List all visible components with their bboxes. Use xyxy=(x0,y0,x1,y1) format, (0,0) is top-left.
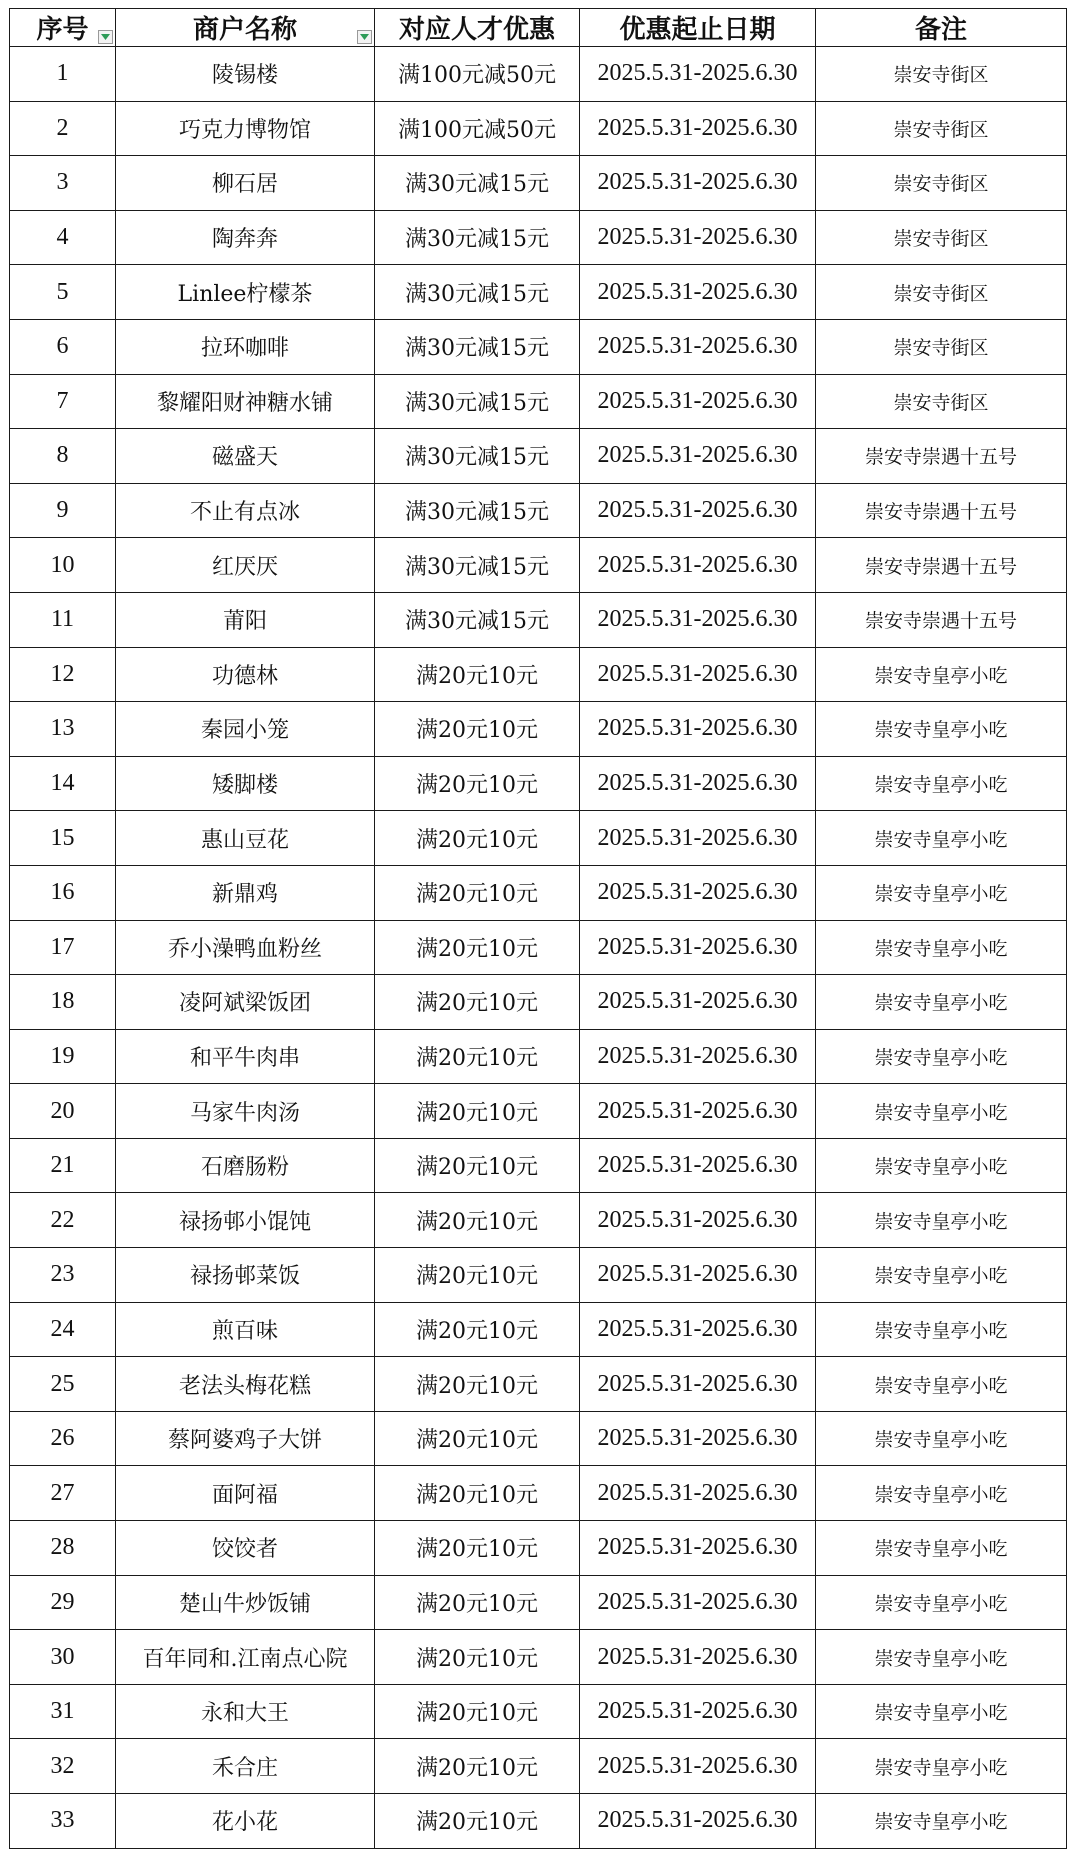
cell-period: 2025.5.31-2025.6.30 xyxy=(580,702,816,757)
cell-period: 2025.5.31-2025.6.30 xyxy=(580,1138,816,1193)
cell-no: 32 xyxy=(10,1739,116,1794)
cell-discount: 满30元减15元 xyxy=(375,429,580,484)
cell-no: 20 xyxy=(10,1084,116,1139)
table-row xyxy=(10,1794,1067,1849)
cell-merchant-name: 蔡阿婆鸡子大饼 xyxy=(116,1411,375,1466)
cell-no: 24 xyxy=(10,1302,116,1357)
table-row xyxy=(10,1138,1067,1193)
header-note-cell xyxy=(816,9,1067,47)
table-row xyxy=(10,1084,1067,1139)
cell-period: 2025.5.31-2025.6.30 xyxy=(580,1302,816,1357)
cell-no: 10 xyxy=(10,538,116,593)
cell-note: 崇安寺街区 xyxy=(816,47,1067,102)
table-row xyxy=(10,975,1067,1030)
cell-merchant-name: 禾合庄 xyxy=(116,1739,375,1794)
merchant-discount-table xyxy=(9,8,1067,1849)
cell-note: 崇安寺皇亭小吃 xyxy=(816,647,1067,702)
cell-merchant-name: 马家牛肉汤 xyxy=(116,1084,375,1139)
cell-note: 崇安寺皇亭小吃 xyxy=(816,975,1067,1030)
cell-merchant-name: 红厌厌 xyxy=(116,538,375,593)
cell-period: 2025.5.31-2025.6.30 xyxy=(580,1739,816,1794)
cell-merchant-name: 禄扬邨小馄饨 xyxy=(116,1193,375,1248)
table-row xyxy=(10,1193,1067,1248)
cell-note: 崇安寺街区 xyxy=(816,265,1067,320)
cell-period: 2025.5.31-2025.6.30 xyxy=(580,920,816,975)
cell-merchant-name: 磁盛天 xyxy=(116,429,375,484)
cell-discount: 满30元减15元 xyxy=(375,210,580,265)
cell-note: 崇安寺皇亭小吃 xyxy=(816,1138,1067,1193)
cell-note: 崇安寺皇亭小吃 xyxy=(816,1248,1067,1303)
cell-discount: 满20元10元 xyxy=(375,647,580,702)
table-row xyxy=(10,1029,1067,1084)
table-row xyxy=(10,210,1067,265)
cell-merchant-name: 百年同和.江南点心院 xyxy=(116,1630,375,1685)
cell-no: 33 xyxy=(10,1794,116,1849)
header-name-cell xyxy=(116,9,375,47)
header-no-label: 序号 xyxy=(36,15,89,45)
cell-no: 21 xyxy=(10,1138,116,1193)
cell-merchant-name: 花小花 xyxy=(116,1794,375,1849)
header-discount-cell xyxy=(375,9,580,47)
table-row xyxy=(10,538,1067,593)
cell-no: 15 xyxy=(10,811,116,866)
cell-merchant-name: 禄扬邨菜饭 xyxy=(116,1248,375,1303)
cell-merchant-name: 秦园小笼 xyxy=(116,702,375,757)
cell-period: 2025.5.31-2025.6.30 xyxy=(580,592,816,647)
cell-no: 5 xyxy=(10,265,116,320)
cell-no: 12 xyxy=(10,647,116,702)
cell-merchant-name: 惠山豆花 xyxy=(116,811,375,866)
cell-discount: 满20元10元 xyxy=(375,975,580,1030)
table-row xyxy=(10,156,1067,211)
cell-no: 9 xyxy=(10,483,116,538)
cell-note: 崇安寺街区 xyxy=(816,210,1067,265)
cell-period: 2025.5.31-2025.6.30 xyxy=(580,1193,816,1248)
cell-merchant-name: 石磨肠粉 xyxy=(116,1138,375,1193)
cell-discount: 满20元10元 xyxy=(375,756,580,811)
cell-period: 2025.5.31-2025.6.30 xyxy=(580,975,816,1030)
cell-no: 6 xyxy=(10,319,116,374)
table-row xyxy=(10,1466,1067,1521)
cell-note: 崇安寺街区 xyxy=(816,374,1067,429)
cell-note: 崇安寺皇亭小吃 xyxy=(816,1302,1067,1357)
cell-discount: 满20元10元 xyxy=(375,1302,580,1357)
cell-no: 3 xyxy=(10,156,116,211)
cell-no: 27 xyxy=(10,1466,116,1521)
cell-period: 2025.5.31-2025.6.30 xyxy=(580,210,816,265)
cell-no: 29 xyxy=(10,1575,116,1630)
cell-note: 崇安寺皇亭小吃 xyxy=(816,920,1067,975)
cell-discount: 满100元减50元 xyxy=(375,101,580,156)
cell-discount: 满20元10元 xyxy=(375,1521,580,1576)
cell-merchant-name: 莆阳 xyxy=(116,592,375,647)
cell-discount: 满30元减15元 xyxy=(375,592,580,647)
cell-period: 2025.5.31-2025.6.30 xyxy=(580,756,816,811)
cell-period: 2025.5.31-2025.6.30 xyxy=(580,374,816,429)
cell-note: 崇安寺皇亭小吃 xyxy=(816,1630,1067,1685)
table-row xyxy=(10,811,1067,866)
table-row xyxy=(10,319,1067,374)
cell-merchant-name: 巧克力博物馆 xyxy=(116,101,375,156)
cell-note: 崇安寺皇亭小吃 xyxy=(816,1466,1067,1521)
header-period-cell xyxy=(580,9,816,47)
cell-merchant-name: 饺饺者 xyxy=(116,1521,375,1576)
table-row xyxy=(10,702,1067,757)
cell-no: 23 xyxy=(10,1248,116,1303)
cell-period: 2025.5.31-2025.6.30 xyxy=(580,1411,816,1466)
cell-merchant-name: 柳石居 xyxy=(116,156,375,211)
cell-merchant-name: Linlee柠檬茶 xyxy=(116,265,375,320)
cell-no: 4 xyxy=(10,210,116,265)
table-row xyxy=(10,1575,1067,1630)
cell-note: 崇安寺皇亭小吃 xyxy=(816,1029,1067,1084)
cell-discount: 满20元10元 xyxy=(375,1739,580,1794)
cell-discount: 满30元减15元 xyxy=(375,319,580,374)
cell-merchant-name: 拉环咖啡 xyxy=(116,319,375,374)
cell-note: 崇安寺街区 xyxy=(816,101,1067,156)
table-row xyxy=(10,592,1067,647)
filter-dropdown-name[interactable] xyxy=(357,30,372,44)
table-row xyxy=(10,374,1067,429)
cell-merchant-name: 陵锡楼 xyxy=(116,47,375,102)
cell-discount: 满30元减15元 xyxy=(375,538,580,593)
cell-note: 崇安寺崇遇十五号 xyxy=(816,592,1067,647)
cell-merchant-name: 凌阿斌梁饭团 xyxy=(116,975,375,1030)
cell-no: 18 xyxy=(10,975,116,1030)
table-row xyxy=(10,1248,1067,1303)
cell-discount: 满20元10元 xyxy=(375,1138,580,1193)
cell-merchant-name: 老法头梅花糕 xyxy=(116,1357,375,1412)
cell-note: 崇安寺皇亭小吃 xyxy=(816,1357,1067,1412)
cell-period: 2025.5.31-2025.6.30 xyxy=(580,101,816,156)
cell-period: 2025.5.31-2025.6.30 xyxy=(580,265,816,320)
cell-note: 崇安寺街区 xyxy=(816,319,1067,374)
cell-no: 30 xyxy=(10,1630,116,1685)
header-row xyxy=(10,9,1067,47)
cell-merchant-name: 煎百味 xyxy=(116,1302,375,1357)
cell-discount: 满20元10元 xyxy=(375,1248,580,1303)
table-row xyxy=(10,1739,1067,1794)
cell-note: 崇安寺皇亭小吃 xyxy=(816,1411,1067,1466)
cell-discount: 满20元10元 xyxy=(375,920,580,975)
cell-period: 2025.5.31-2025.6.30 xyxy=(580,156,816,211)
table-header xyxy=(10,9,1067,47)
table-row xyxy=(10,101,1067,156)
cell-period: 2025.5.31-2025.6.30 xyxy=(580,1575,816,1630)
cell-period: 2025.5.31-2025.6.30 xyxy=(580,865,816,920)
table-row xyxy=(10,920,1067,975)
cell-note: 崇安寺皇亭小吃 xyxy=(816,1575,1067,1630)
cell-no: 17 xyxy=(10,920,116,975)
cell-note: 崇安寺街区 xyxy=(816,156,1067,211)
table-row xyxy=(10,483,1067,538)
table-row xyxy=(10,1521,1067,1576)
cell-merchant-name: 永和大王 xyxy=(116,1684,375,1739)
cell-discount: 满20元10元 xyxy=(375,811,580,866)
cell-note: 崇安寺崇遇十五号 xyxy=(816,483,1067,538)
cell-discount: 满20元10元 xyxy=(375,1084,580,1139)
cell-merchant-name: 面阿福 xyxy=(116,1466,375,1521)
cell-note: 崇安寺皇亭小吃 xyxy=(816,1739,1067,1794)
cell-period: 2025.5.31-2025.6.30 xyxy=(580,1029,816,1084)
header-period-label: 优惠起止日期 xyxy=(619,15,776,45)
cell-merchant-name: 和平牛肉串 xyxy=(116,1029,375,1084)
cell-period: 2025.5.31-2025.6.30 xyxy=(580,1521,816,1576)
table-row xyxy=(10,865,1067,920)
cell-no: 7 xyxy=(10,374,116,429)
table-row xyxy=(10,47,1067,102)
cell-discount: 满20元10元 xyxy=(375,1466,580,1521)
table-row xyxy=(10,756,1067,811)
cell-discount: 满20元10元 xyxy=(375,702,580,757)
cell-period: 2025.5.31-2025.6.30 xyxy=(580,429,816,484)
cell-merchant-name: 新鼎鸡 xyxy=(116,865,375,920)
cell-period: 2025.5.31-2025.6.30 xyxy=(580,647,816,702)
cell-discount: 满20元10元 xyxy=(375,1411,580,1466)
header-discount-label: 对应人才优惠 xyxy=(398,15,555,45)
header-no-cell xyxy=(10,9,116,47)
header-note-label: 备注 xyxy=(914,15,967,45)
cell-period: 2025.5.31-2025.6.30 xyxy=(580,538,816,593)
table-row xyxy=(10,1357,1067,1412)
cell-note: 崇安寺崇遇十五号 xyxy=(816,538,1067,593)
cell-no: 2 xyxy=(10,101,116,156)
cell-discount: 满20元10元 xyxy=(375,1684,580,1739)
cell-no: 14 xyxy=(10,756,116,811)
cell-note: 崇安寺皇亭小吃 xyxy=(816,811,1067,866)
cell-no: 31 xyxy=(10,1684,116,1739)
cell-period: 2025.5.31-2025.6.30 xyxy=(580,483,816,538)
cell-period: 2025.5.31-2025.6.30 xyxy=(580,1466,816,1521)
cell-period: 2025.5.31-2025.6.30 xyxy=(580,1684,816,1739)
cell-note: 崇安寺皇亭小吃 xyxy=(816,865,1067,920)
cell-merchant-name: 黎耀阳财神糖水铺 xyxy=(116,374,375,429)
cell-discount: 满30元减15元 xyxy=(375,265,580,320)
cell-discount: 满20元10元 xyxy=(375,1029,580,1084)
cell-period: 2025.5.31-2025.6.30 xyxy=(580,1357,816,1412)
filter-dropdown-no[interactable] xyxy=(98,30,113,44)
cell-note: 崇安寺皇亭小吃 xyxy=(816,1684,1067,1739)
cell-discount: 满30元减15元 xyxy=(375,483,580,538)
cell-discount: 满20元10元 xyxy=(375,1357,580,1412)
cell-note: 崇安寺皇亭小吃 xyxy=(816,756,1067,811)
cell-no: 11 xyxy=(10,592,116,647)
cell-period: 2025.5.31-2025.6.30 xyxy=(580,811,816,866)
cell-period: 2025.5.31-2025.6.30 xyxy=(580,1084,816,1139)
table-row xyxy=(10,1302,1067,1357)
cell-no: 25 xyxy=(10,1357,116,1412)
cell-note: 崇安寺皇亭小吃 xyxy=(816,702,1067,757)
cell-discount: 满30元减15元 xyxy=(375,156,580,211)
cell-merchant-name: 陶奔奔 xyxy=(116,210,375,265)
cell-no: 8 xyxy=(10,429,116,484)
cell-period: 2025.5.31-2025.6.30 xyxy=(580,47,816,102)
table-row xyxy=(10,1630,1067,1685)
table-row xyxy=(10,429,1067,484)
cell-note: 崇安寺崇遇十五号 xyxy=(816,429,1067,484)
cell-merchant-name: 乔小澡鸭血粉丝 xyxy=(116,920,375,975)
cell-no: 28 xyxy=(10,1521,116,1576)
cell-note: 崇安寺皇亭小吃 xyxy=(816,1521,1067,1576)
cell-no: 19 xyxy=(10,1029,116,1084)
cell-discount: 满100元减50元 xyxy=(375,47,580,102)
header-name-label: 商户名称 xyxy=(192,15,297,45)
cell-merchant-name: 功德林 xyxy=(116,647,375,702)
cell-note: 崇安寺皇亭小吃 xyxy=(816,1794,1067,1849)
cell-period: 2025.5.31-2025.6.30 xyxy=(580,319,816,374)
table-row xyxy=(10,265,1067,320)
cell-merchant-name: 矮脚楼 xyxy=(116,756,375,811)
cell-period: 2025.5.31-2025.6.30 xyxy=(580,1630,816,1685)
cell-discount: 满20元10元 xyxy=(375,1575,580,1630)
cell-merchant-name: 楚山牛炒饭铺 xyxy=(116,1575,375,1630)
table-row xyxy=(10,647,1067,702)
cell-discount: 满20元10元 xyxy=(375,1794,580,1849)
table-row xyxy=(10,1684,1067,1739)
cell-no: 22 xyxy=(10,1193,116,1248)
cell-discount: 满20元10元 xyxy=(375,1193,580,1248)
cell-no: 26 xyxy=(10,1411,116,1466)
cell-note: 崇安寺皇亭小吃 xyxy=(816,1193,1067,1248)
merchant-discount-sheet xyxy=(9,8,1066,1849)
cell-period: 2025.5.31-2025.6.30 xyxy=(580,1248,816,1303)
cell-no: 16 xyxy=(10,865,116,920)
cell-discount: 满20元10元 xyxy=(375,1630,580,1685)
cell-period: 2025.5.31-2025.6.30 xyxy=(580,1794,816,1849)
filter-arrow-icon xyxy=(101,34,110,40)
cell-merchant-name: 不止有点冰 xyxy=(116,483,375,538)
cell-note: 崇安寺皇亭小吃 xyxy=(816,1084,1067,1139)
cell-no: 1 xyxy=(10,47,116,102)
filter-arrow-icon xyxy=(360,34,369,40)
cell-no: 13 xyxy=(10,702,116,757)
cell-discount: 满20元10元 xyxy=(375,865,580,920)
cell-discount: 满30元减15元 xyxy=(375,374,580,429)
table-body xyxy=(10,47,1067,1849)
table-row xyxy=(10,1411,1067,1466)
